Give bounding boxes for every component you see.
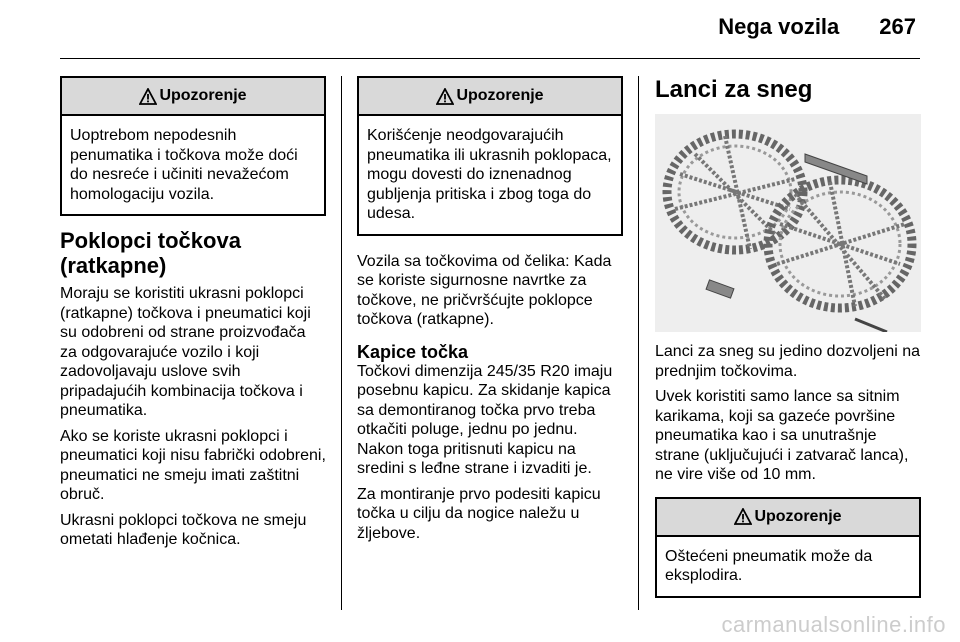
warning-header: [62, 78, 324, 116]
paragraph: Za montiranje prvo podesiti kapicu točka u cilju da nogice naležu u žljebove.: [357, 485, 601, 542]
column-3: [655, 76, 921, 610]
paragraph: Moraju se koristiti ukrasni poklopci (ratkapne) točkova i pneumatici koji su odobreni od strane proizvođača za odgovarajuće vozilo i koji zadovoljavaju uslove svih pripadajućih kombinacija točkova i pneumatika.: [60, 285, 311, 419]
warning-text: Uoptrebom nepodesnih penumatika i točkova može doći do nesreće i učiniti nevažećom homologaciju vozila.: [70, 127, 298, 203]
snow-chain-drawing: [655, 114, 921, 332]
column-2: [357, 76, 623, 549]
paragraph: Uvek koristiti samo lance sa sitnim karikama, koji sa gazeće površine pneumatika kao i sa unutrašnje strane (uključujući i zatvarač lanca), ne vire više od 10 mm.: [655, 388, 909, 483]
column-divider: [638, 76, 639, 610]
warning-text: Korišćenje neodgovarajućih pneumatika ili ukrasnih poklopaca, mogu dovesti do iznenadnog gubljenja pritiska i zbog toga do udesa.: [367, 127, 612, 222]
section-heading: Poklopci točkova (ratkapne): [60, 228, 241, 278]
warning-label: Upozorenje: [159, 87, 247, 104]
warning-label: Upozorenje: [456, 87, 544, 104]
paragraph: Ukrasni poklopci točkova ne smeju ometati hlađenje kočnica.: [60, 511, 307, 548]
paragraph: Ako se koriste ukrasni poklopci i pneumatici koji nisu fabrički odobreni, pneumatici ne smeju imati zaštitni obruč.: [60, 427, 326, 503]
warning-box: [357, 76, 623, 236]
snow-chain-illustration: [655, 114, 921, 332]
page-number: 267: [879, 14, 916, 39]
section-heading: Lanci za sneg: [655, 76, 813, 103]
paragraph: Vozila sa točkovima od čelika: Kada se koriste sigurnosne navrtke za točkove, ne pričvršćujte poklopce točkova (ratkapne).: [357, 252, 612, 328]
warning-box: [60, 76, 326, 216]
paragraph: Lanci za sneg su jedino dozvoljeni na prednjim točkovima.: [655, 343, 921, 380]
warning-triangle-icon: [436, 88, 454, 105]
warning-text: Oštećeni pneumatik može da eksplodira.: [665, 547, 873, 584]
subheading: Kapice točka: [357, 341, 469, 362]
warning-triangle-icon: [734, 508, 752, 525]
warning-header: [359, 78, 621, 116]
paragraph: Točkovi dimenzija 245/35 R20 imaju posebnu kapicu. Za skidanje kapica sa demontiranog točka prvo treba otkačiti poluge, jednu po jednu. Nakon toga pritisnuti kapicu na sredini s leđne strane i izvaditi je.: [357, 362, 613, 477]
warning-header: [657, 499, 919, 537]
warning-box: [655, 497, 921, 598]
header-rule: [60, 58, 920, 59]
section-title: Nega vozila: [718, 14, 840, 39]
column-1: [60, 76, 326, 556]
column-divider: [341, 76, 342, 610]
page-header: [718, 14, 916, 40]
warning-label: Upozorenje: [754, 507, 842, 525]
warning-triangle-icon: [139, 88, 157, 105]
watermark: carmanualsonline.info: [721, 612, 946, 637]
